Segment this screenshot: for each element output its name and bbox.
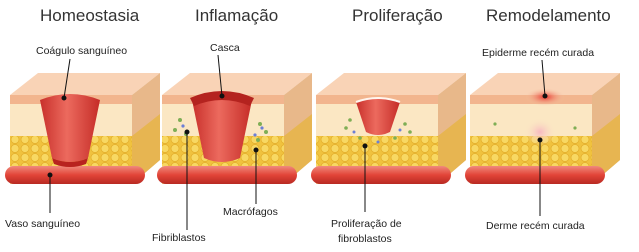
title-homeostasia: Homeostasia bbox=[40, 6, 140, 25]
label-macrofagos: Macrófagos bbox=[223, 206, 278, 218]
label-vaso: Vaso sanguíneo bbox=[5, 218, 81, 230]
label-coagulo: Coágulo sanguíneo bbox=[36, 45, 128, 57]
block-inflamacao bbox=[157, 73, 312, 184]
label-epiderme: Epiderme recém curada bbox=[482, 47, 595, 59]
label-proliferacao-1: Proliferação de bbox=[331, 218, 402, 230]
title-inflamacao: Inflamação bbox=[195, 6, 279, 25]
title-proliferacao: Proliferação bbox=[352, 6, 443, 25]
label-derme: Derme recém curada bbox=[486, 220, 585, 232]
block-remodelamento bbox=[465, 73, 620, 184]
label-fibroblastos: Fibriblastos bbox=[152, 232, 206, 244]
label-proliferacao-2: fibroblastos bbox=[338, 233, 392, 245]
label-casca: Casca bbox=[210, 42, 240, 54]
title-remodelamento: Remodelamento bbox=[486, 6, 611, 25]
block-proliferacao bbox=[311, 73, 466, 184]
block-homeostasia bbox=[5, 73, 160, 184]
